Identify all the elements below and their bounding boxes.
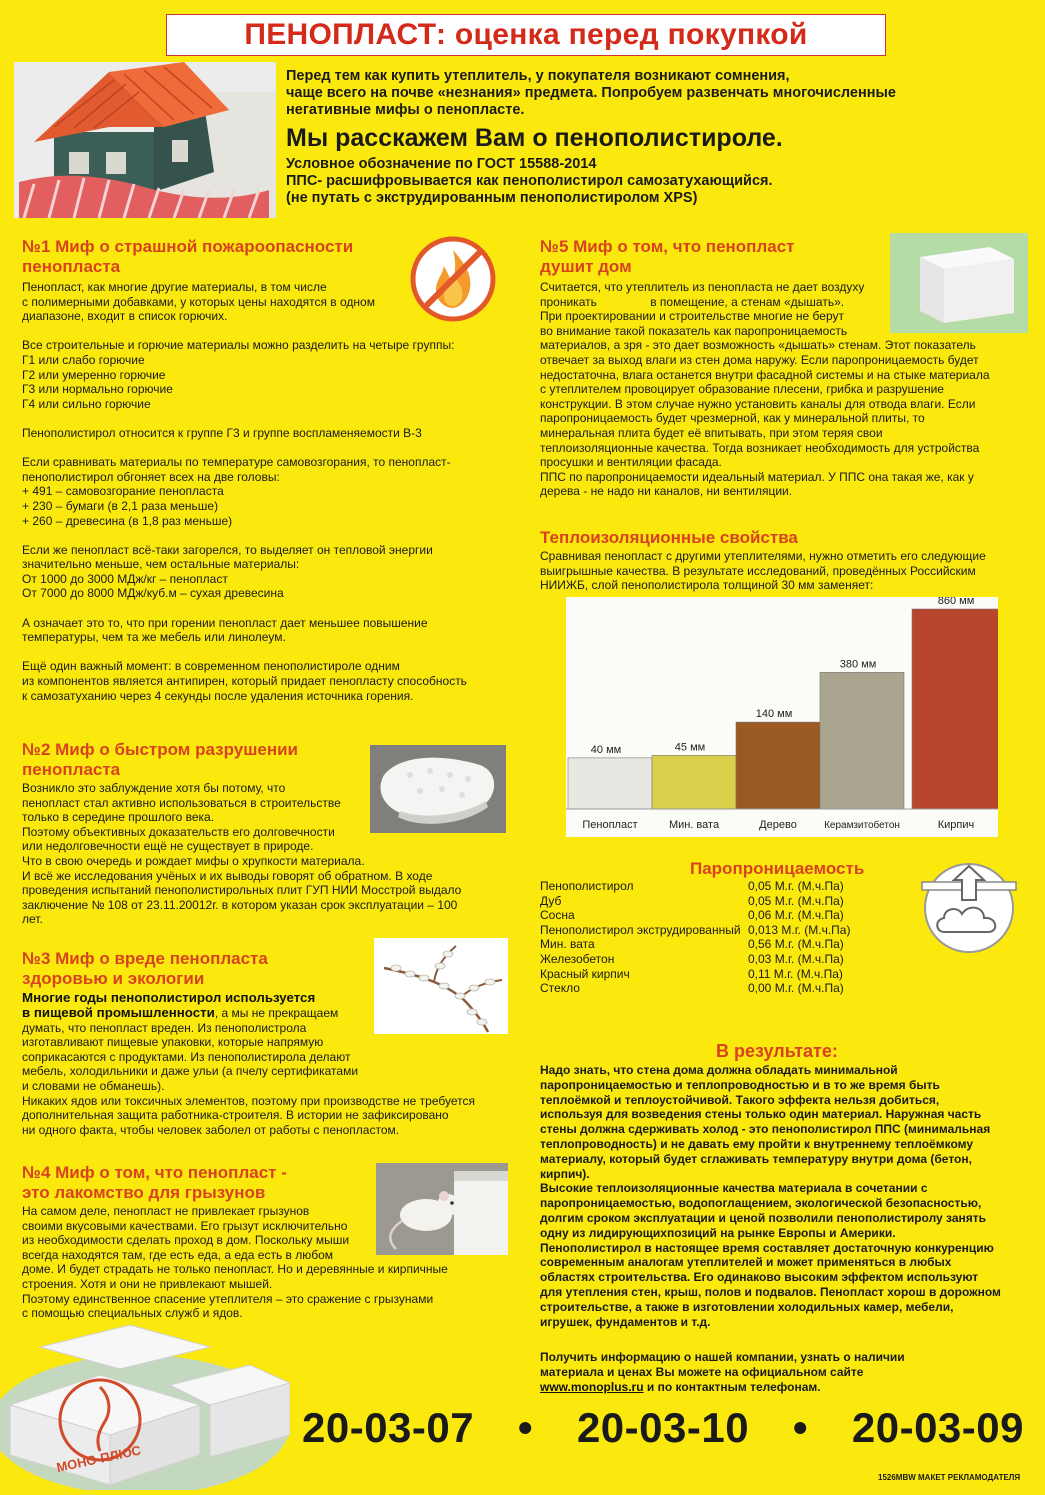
text-line: изготавливают пищевые упаковки, которые напрямую xyxy=(22,1035,324,1050)
text-line: + 260 – древесина (в 1,8 раз меньше) xyxy=(22,513,233,528)
text-line: От 7000 до 8000 МДж/куб.м – сухая древесина xyxy=(22,586,284,601)
text-line: Г2 или умеренно горючие xyxy=(22,367,166,382)
footer-note: 1526MBW МАКЕТ РЕКЛАМОДАТЕЛЯ xyxy=(878,1473,1021,1482)
text-line: паропроницаемостью, водопоглащением, экологической безопасностью, xyxy=(540,1196,982,1211)
text-line: ни одного факта, чтобы человек заболел от работы с пенопластом. xyxy=(22,1122,400,1137)
phone-number[interactable]: 20-03-07 xyxy=(302,1404,475,1451)
text-line: современным аналогам утеплителей и может применяться в любых xyxy=(540,1255,952,1270)
vapor-material: Красный кирпич xyxy=(540,966,630,981)
house-illustration xyxy=(14,62,276,218)
text-line xyxy=(22,324,508,339)
text-line: думать, что пенопласт вреден. Из пенополистрола xyxy=(22,1020,307,1035)
vapor-value: 0,05 М.г. (М.ч.Па) xyxy=(748,893,844,908)
text-line: Г1 или слабо горючие xyxy=(22,352,145,367)
text-line: долгим сроком эксплуатации и ценой позволили пенополистиролу занять xyxy=(540,1210,987,1225)
chart-value-label: 140 мм xyxy=(755,708,793,721)
chart-category-label: Кирпич xyxy=(937,819,975,831)
phone-separator: • xyxy=(792,1404,809,1451)
phone-number[interactable]: 20-03-09 xyxy=(851,1404,1024,1451)
text-line: значительно меньше, чем остальные материалы: xyxy=(22,557,300,572)
myth3-text xyxy=(22,1021,508,1138)
intro-headline: Мы расскажем Вам о пенополистироле. xyxy=(286,124,783,152)
site-tail: и по контактным телефонам. xyxy=(643,1379,821,1394)
myth5-body xyxy=(540,280,1028,499)
myth4-body xyxy=(22,1204,508,1321)
vapor-title: Паропроницаемость xyxy=(690,859,865,878)
text-line: Все строительные и горючие материалы можно разделить на четыре группы: xyxy=(22,338,455,353)
chart-value-label: 40 мм xyxy=(590,743,622,756)
phone-separator: • xyxy=(517,1404,534,1451)
chart-value-label: 860 мм xyxy=(937,597,975,607)
text-line: конструкции. В этом случае нужно установить каналы для отвода влаги. Если xyxy=(540,396,976,411)
gost-line: ППС- расшифровывается как пенополистирол самозатухающийся. xyxy=(286,173,773,189)
text-line: А означает это то, что при горении пенопласт дает меньшее повышение xyxy=(22,615,428,630)
text-line: Поэтому объективных доказательств его долговечности xyxy=(22,824,335,839)
logo-foam-blocks xyxy=(0,1325,290,1490)
vapor-value: 0,00 М.г. (М.ч.Па) xyxy=(748,981,844,996)
vapor-row xyxy=(540,894,910,909)
text-line: + 230 – бумаги (в 2,1 раза меньше) xyxy=(22,498,219,513)
myth1-body xyxy=(22,280,508,703)
chart-value-label: 45 мм xyxy=(674,741,706,754)
text-line: Получить информацию о нашей компании, узнать о наличии xyxy=(540,1350,905,1364)
text-line: Никаких ядов или токсичных элементов, поэтому при производстве не требуется xyxy=(22,1093,475,1108)
myth3-lead-tail: , а мы не прекращаем xyxy=(214,1006,339,1020)
myth3-lead-line: Многие годы пенополистирол используется xyxy=(22,990,316,1005)
vapor-row xyxy=(540,923,910,938)
myth4-title-line: это лакомство для грызунов xyxy=(22,1183,266,1202)
text-line: из необходимости сделать проход в дом. Поскольку мыши xyxy=(22,1233,350,1248)
text-line: Пенопласт, как многие другие материалы, в том числе xyxy=(22,280,327,294)
text-line: пенопласт стал активно использоваться в строительстве xyxy=(22,795,341,810)
myth2-title-line: №2 Миф о быстром разрушении xyxy=(22,740,298,759)
text-line: дополнительная защита работника-строителя. В истории не зафиксировано xyxy=(22,1108,449,1123)
text-line xyxy=(22,528,508,543)
chart-category-label: Мин. вата xyxy=(668,819,720,831)
text-line: Пенополистирол в настоящее время составляет достаточную конкуренцию xyxy=(540,1240,994,1255)
text-line: От 1000 до 3000 МДж/кг – пенопласт xyxy=(22,571,228,586)
vapor-material: Пенополистирол экструдированный xyxy=(540,922,741,937)
text-line: температуры, чем та же мебель или линолеум. xyxy=(22,630,286,645)
text-line: и словами не обманешь). xyxy=(22,1078,165,1093)
chart-bar xyxy=(912,609,998,809)
text-line: заключение № 108 от 23.11.20012г. в котором указан срок эксплуатации – 100 xyxy=(22,897,458,912)
text-line xyxy=(22,645,508,660)
myth2-title xyxy=(22,740,298,780)
gost-line: Условное обозначение по ГОСТ 15588-2014 xyxy=(286,156,597,172)
phone-number[interactable]: 20-03-10 xyxy=(576,1404,750,1451)
myth3-title-line: №3 Миф о вреде пенопласта xyxy=(22,949,268,968)
text-line: стены должна сдерживать холод - это пенополистирол ППС (минимальная xyxy=(540,1122,991,1137)
text-line: Считается, что утеплитель из пенопласта не дает воздуху xyxy=(540,280,865,294)
intro-line: Перед тем как купить утеплитель, у покупателя возникают сомнения, xyxy=(286,68,790,84)
vapor-material: Сосна xyxy=(540,908,575,923)
text-line: проведения испытаний пенополистирольных плит ГУП НИИ Мосстрой выдало xyxy=(22,883,462,898)
text-line: минеральная плита будет её впитывать, при этом теряя свои xyxy=(540,425,883,440)
text-line: Ещё один важный момент: в современном пенополистироле одним xyxy=(22,659,400,674)
myth3-body xyxy=(22,990,508,1137)
text-line: теплоизоляционные качества. Тогда возникает необходимость для устройства xyxy=(540,440,980,455)
myth1-title-line: №1 Миф о страшной пожароопасности xyxy=(22,237,354,256)
text-line: пенополистирол обгоняет всех на две головы: xyxy=(22,469,280,484)
text-line: При проектировании и строительстве многие не берут xyxy=(540,309,845,324)
text-line: ППС по паропроницаемости идеальный материал. У ППС она такая же, как у xyxy=(540,469,974,484)
text-line: Надо знать, что стена дома должна обладать минимальной xyxy=(540,1063,898,1077)
text-line xyxy=(22,601,508,616)
myth5-title xyxy=(540,237,795,277)
vapor-value: 0,06 М.г. (М.ч.Па) xyxy=(748,908,844,923)
chart-value-label: 380 мм xyxy=(839,658,877,671)
text-line: только в середине прошлого века. xyxy=(22,810,215,825)
text-line: кирпич). xyxy=(540,1166,590,1181)
vapor-material: Дуб xyxy=(540,893,562,908)
phone-numbers xyxy=(302,1404,1024,1452)
text-line: дерева - не надо ни каналов, ни вентиляции. xyxy=(540,484,793,499)
site-row xyxy=(540,1380,1028,1395)
myth1-title xyxy=(22,237,353,277)
text-line: просушки и вентиляции фасада. xyxy=(540,455,722,470)
vapor-material: Пенополистирол xyxy=(540,879,634,893)
thickness-chart xyxy=(566,597,998,837)
chart-bar xyxy=(736,722,820,809)
thermal-title: Теплоизоляционные свойства xyxy=(540,528,798,547)
text-line: строения. Хотя и они не привлекают мышей. xyxy=(22,1276,273,1291)
text-line: Если сравнивать материалы по температуре самовозгорания, то пенопласт- xyxy=(22,455,451,470)
vapor-table xyxy=(540,879,910,996)
vapor-value: 0,56 М.г. (М.ч.Па) xyxy=(748,937,844,952)
text-line: доме. И будет страдать не только пенопласт. Но и деревянные и кирпичные xyxy=(22,1262,448,1277)
text-line: Возникло это заблуждение хотя бы потому, что xyxy=(22,781,286,795)
myth1-title-line: пенопласта xyxy=(22,257,121,276)
intro-text xyxy=(286,68,1026,119)
chart-category-label: Керамзитобетон xyxy=(824,820,900,831)
text-line: с полимерными добавками, у которых цены находятся в одном xyxy=(22,294,375,309)
text-line: Что в свою очередь и рождает мифы о хрупкости материала. xyxy=(22,853,365,868)
text-line: Высокие теплоизоляционные качества материала в сочетании с xyxy=(540,1181,928,1196)
vapor-material: Мин. вата xyxy=(540,937,595,952)
myth3-lead-line: в пищевой промышленности xyxy=(22,1005,215,1020)
text-line: + 491 – самовозгорание пенопласта xyxy=(22,484,224,499)
text-line: для утепления стен, крыш, полов и подвалов. Пенопласт хорош в дорожном xyxy=(540,1284,1001,1299)
text-line: одну из лидирующихпозиций на рынке Европы и Америки. xyxy=(540,1225,896,1240)
myth4-title xyxy=(22,1163,287,1203)
vapor-row xyxy=(540,937,910,952)
site-link[interactable]: www.monoplus.ru xyxy=(540,1379,644,1394)
text-line: лет. xyxy=(22,912,43,927)
text-line: Поэтому единственное спасение утеплителя – это сражение с грызунами xyxy=(22,1291,434,1306)
vapor-row xyxy=(540,908,910,923)
myth4-title-line: №4 Миф о том, что пенопласт - xyxy=(22,1163,287,1182)
thickness-chart-svg xyxy=(566,597,998,837)
text-line: всегда находятся там, где есть еда, а еда есть в любом xyxy=(22,1247,334,1262)
text-line: с помощью специальных служб и ядов. xyxy=(22,1306,243,1321)
myth3-title xyxy=(22,949,268,989)
chart-bar xyxy=(652,755,736,809)
text-line: НИИЖБ, слой пенополистирола толщиной 30 мм заменяет: xyxy=(540,578,874,593)
text-line: паропроницаемость будет чрезмерной, как у минеральной плиты, то xyxy=(540,411,925,426)
vapor-row xyxy=(540,952,910,967)
chart-category-label: Пенопласт xyxy=(582,819,638,831)
text-line: или недолговечности ещё не существует в природе. xyxy=(22,839,314,854)
text-line: Г4 или сильно горючие xyxy=(22,396,151,411)
text-line: материалу, который будет сглаживать температуру внутри дома (бетон, xyxy=(540,1151,972,1166)
text-line xyxy=(22,441,508,456)
page-title: ПЕНОПЛАСТ: оценка перед покупкой xyxy=(244,18,808,51)
vapor-value: 0,05 М.г. (М.ч.Па) xyxy=(748,879,844,893)
text-line: областях строительства. Его одинаково высоким эффектом используют xyxy=(540,1270,979,1285)
text-line: отвечает за выход влаги из стен дома наружу. Если паропроницаемость будет xyxy=(540,352,979,367)
vapor-icon xyxy=(914,858,1024,956)
vapor-row xyxy=(540,967,910,982)
text-line: игрушек, фундаментов и т.д. xyxy=(540,1314,711,1329)
myth3-lead-row xyxy=(22,1005,508,1021)
text-line: мебель, холодильники и даже ульи (а пчелу сертификатами xyxy=(22,1064,359,1079)
title-banner xyxy=(166,14,886,56)
text-line: проникать в помещение, а стенам «дышать». xyxy=(540,294,845,309)
vapor-value: 0,11 М.г. (М.ч.Па) xyxy=(748,966,843,981)
text-line: На самом деле, пенопласт не привлекает грызунов xyxy=(22,1204,310,1218)
text-line: соприкасаются с продуктами. Из пенополистирола делают xyxy=(22,1049,351,1064)
intro-line: чаще всего на почве «незнания» предмета. Попробуем развенчать многочисленные xyxy=(286,85,896,101)
text-line: Если же пенопласт всё-таки загорелся, то выделяет он тепловой энергии xyxy=(22,542,433,557)
text-line: во внимание такой показатель как паропроницаемость xyxy=(540,323,848,338)
contact-text xyxy=(540,1350,1028,1394)
text-line: И всё же исследования учёных и их выводы говорят об обратном. В ходе xyxy=(22,868,433,883)
text-line: паропроницаемостью и теплопроводностью и в то же время быть xyxy=(540,1077,940,1092)
chart-category-label: Дерево xyxy=(759,819,797,831)
thermal-body xyxy=(540,549,1028,593)
vapor-value: 0,03 М.г. (М.ч.Па) xyxy=(748,951,844,966)
vapor-value: 0,013 М.г. (М.ч.Па) xyxy=(748,922,851,937)
text-line: к самозатуханию через 4 секунды после удаления источника горения. xyxy=(22,688,414,703)
result-body xyxy=(540,1063,1028,1329)
intro-line: негативные мифы о пенопласте. xyxy=(286,102,525,118)
text-line: с утеплителем провоцирует образование плесени, грибка и разрушение xyxy=(540,382,944,397)
text-line: используя для возведения стены только один материал. Наружная часть xyxy=(540,1107,982,1122)
logo-text: МОНО-ПЛЮС xyxy=(55,1442,143,1476)
chart-bar xyxy=(820,672,904,809)
text-line: материалов, а зря - это дает возможность «дышать» стенам. Этот показатель xyxy=(540,338,976,353)
text-line: теплоёмкой и теплоустойчивой. Такого эффекта нельзя добиться, xyxy=(540,1092,940,1107)
text-line: Пенополистирол относится к группе Г3 и группе воспламеняемости В-3 xyxy=(22,425,422,440)
vapor-row xyxy=(540,879,910,894)
vapor-material: Стекло xyxy=(540,981,580,996)
text-line: теплопроводность) и не давать ему пройти к внутреннему теплоёмкому xyxy=(540,1136,974,1151)
myth5-title-line: №5 Миф о том, что пенопласт xyxy=(540,237,795,256)
gost-line: (не путать с экструдированным пенополистиролом XPS) xyxy=(286,190,698,206)
myth3-title-line: здоровью и экологии xyxy=(22,969,205,988)
text-line: своими вкусовыми качествами. Его грызут исключительно xyxy=(22,1218,348,1233)
myth2-title-line: пенопласта xyxy=(22,760,121,779)
text-line xyxy=(22,411,508,426)
myth2-body xyxy=(22,781,508,927)
chart-bar xyxy=(568,758,652,809)
text-line: диапазоне, входит в список горючих. xyxy=(22,309,228,324)
result-title: В результате: xyxy=(716,1041,838,1061)
text-line: строительстве, а также в изготовлении холодильных камер, мебели, xyxy=(540,1299,954,1314)
text-line: Г3 или нормально горючие xyxy=(22,382,173,397)
text-line: недостаточна, влага останется внутри фасадной системы и на стыке материала xyxy=(540,367,990,382)
text-line: Сравнивая пенопласт с другими утеплителями, нужно отметить его следующие xyxy=(540,549,986,563)
gost-text xyxy=(286,156,1026,207)
vapor-material: Железобетон xyxy=(540,951,615,966)
vapor-row xyxy=(540,981,910,996)
text-line: материала и ценах Вы можете на официальном сайте xyxy=(540,1364,864,1379)
text-line: из компонентов является антипирен, который придает пенопласту способность xyxy=(22,674,467,689)
myth5-title-line: душит дом xyxy=(540,257,632,276)
text-line: выигрышные качества. В результате исследований, проведённых Российским xyxy=(540,563,976,578)
